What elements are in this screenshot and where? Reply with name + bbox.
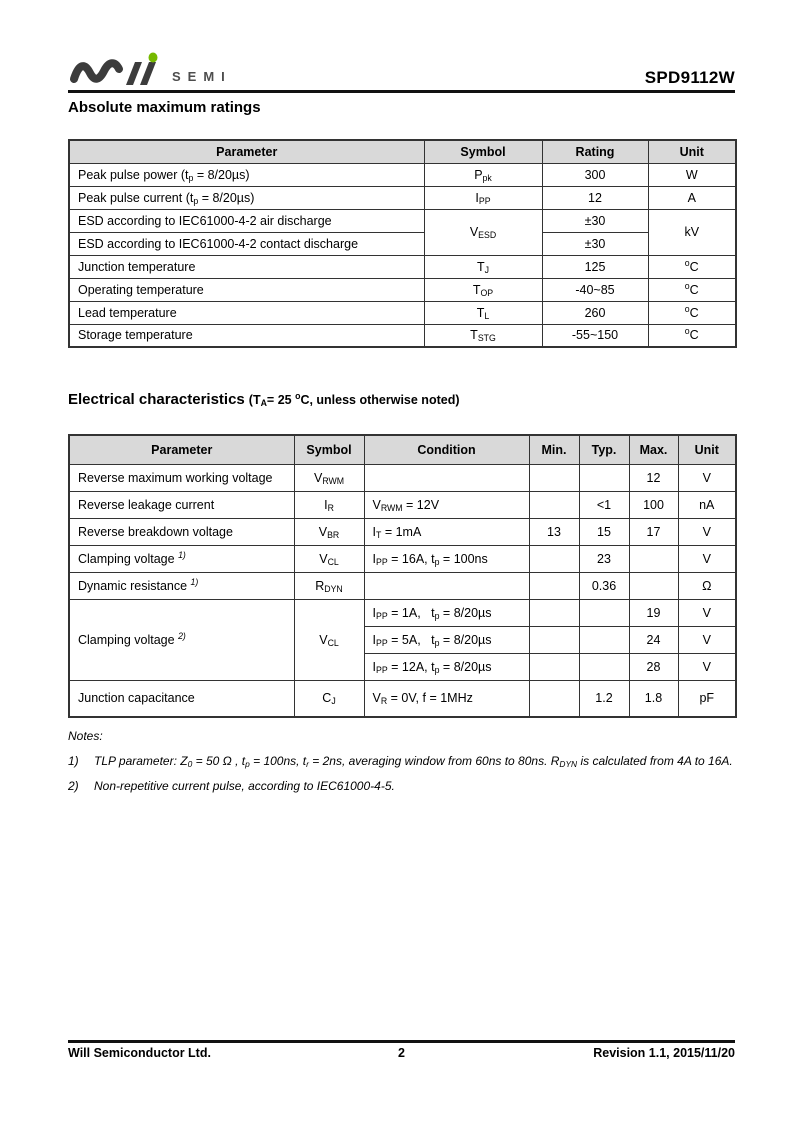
table-row — [69, 324, 736, 347]
logo-semi-text: SEMI — [172, 69, 232, 84]
electrical-characteristics-table — [68, 434, 737, 718]
cell-typ: <1 — [579, 491, 629, 518]
cell-parameter: Peak pulse power $(t_p = 8/20\mu s)$ — [69, 163, 424, 186]
cell-condition — [364, 572, 529, 599]
cell-unit: kV — [648, 209, 736, 255]
col-header-symbol: Symbol — [294, 435, 364, 464]
cell-rating: 300 — [542, 163, 648, 186]
electrical-characteristics-conditions: ($T_A= 25$ $^o$C, unless otherwise noted) — [248, 391, 460, 409]
cell-min — [529, 545, 579, 572]
col-header-condition: Condition — [364, 435, 529, 464]
cell-typ: 15 — [579, 518, 629, 545]
section-title-electrical-characteristics — [68, 391, 735, 408]
cell-min — [529, 464, 579, 491]
cell-parameter: Reverse leakage current — [69, 491, 294, 518]
note-item — [68, 749, 748, 774]
cell-symbol: $T_{OP}$ — [424, 278, 542, 301]
cell-unit: $^o$C — [648, 324, 736, 347]
cell-min — [529, 626, 579, 653]
page-footer — [68, 1046, 735, 1060]
cell-rating: 125 — [542, 255, 648, 278]
cell-condition: $I_{PP} = 1A$, $t_p = 8/20\mu s$ — [364, 599, 529, 626]
table-row — [69, 301, 736, 324]
cell-symbol: $V_{ESD}$ — [424, 209, 542, 255]
cell-typ — [579, 464, 629, 491]
cell-symbol: $I_R$ — [294, 491, 364, 518]
cell-parameter: Peak pulse current $(t_p = 8/20\mu s)$ — [69, 186, 424, 209]
cell-unit: V — [678, 464, 736, 491]
cell-max: 24 — [629, 626, 678, 653]
note-text: Non-repetitive current pulse, according to IEC61000-4-5. — [94, 779, 395, 793]
cell-rating: 12 — [542, 186, 648, 209]
cell-condition: $I_{PP} = 16A$, $t_p = 100ns$ — [364, 545, 529, 572]
cell-min — [529, 599, 579, 626]
part-number: SPD9112W — [644, 68, 735, 87]
cell-unit: V — [678, 518, 736, 545]
cell-parameter: Clamping voltage $^{1)}$ — [69, 545, 294, 572]
cell-unit: $^o$C — [648, 255, 736, 278]
cell-symbol: $R_{DYN}$ — [294, 572, 364, 599]
notes-label: Notes: — [68, 729, 103, 743]
note-text: TLP parameter: $Z_0 = 50$ Ω , $t_p = 100ns$, $t_r = 2ns$, averaging window from 60ns to 80ns. $R_{DYN}$ is calculated from 4A to 16A. — [94, 754, 733, 770]
cell-unit: A — [648, 186, 736, 209]
section-title-absolute-maximum-ratings: Absolute maximum ratings — [68, 99, 261, 116]
cell-parameter: Junction capacitance — [69, 680, 294, 717]
cell-max — [629, 572, 678, 599]
cell-parameter: Storage temperature — [69, 324, 424, 347]
cell-min: 13 — [529, 518, 579, 545]
cell-parameter: Operating temperature — [69, 278, 424, 301]
cell-typ: 23 — [579, 545, 629, 572]
cell-condition: $I_T = 1mA$ — [364, 518, 529, 545]
logo-green-dot-icon — [149, 53, 158, 63]
cell-rating: ±30 — [542, 209, 648, 232]
cell-rating: -55~150 — [542, 324, 648, 347]
page-header — [68, 48, 735, 88]
cell-condition: $V_{RWM} = 12V$ — [364, 491, 529, 518]
table-row — [69, 209, 736, 232]
cell-symbol: $V_{CL}$ — [294, 599, 364, 680]
cell-min — [529, 653, 579, 680]
cell-rating: -40~85 — [542, 278, 648, 301]
cell-symbol: $C_J$ — [294, 680, 364, 717]
cell-unit: V — [678, 545, 736, 572]
cell-unit: V — [678, 599, 736, 626]
absolute-maximum-ratings-table — [68, 139, 737, 348]
cell-condition: $I_{PP} = 5A$, $t_p = 8/20\mu s$ — [364, 626, 529, 653]
footer-company: Will Semiconductor Ltd. — [68, 1046, 211, 1060]
cell-max — [629, 545, 678, 572]
cell-typ — [579, 626, 629, 653]
table-row — [69, 680, 736, 717]
footer-page-number: 2 — [398, 1046, 405, 1060]
table-row — [69, 278, 736, 301]
cell-parameter: Junction temperature — [69, 255, 424, 278]
col-header-parameter: Parameter — [69, 140, 424, 163]
note-number: 1) — [68, 754, 79, 768]
col-header-symbol: Symbol — [424, 140, 542, 163]
cell-typ — [579, 653, 629, 680]
table-row — [69, 518, 736, 545]
cell-parameter: Dynamic resistance $^{1)}$ — [69, 572, 294, 599]
electrical-characteristics-title: Electrical characteristics — [68, 391, 245, 408]
col-header-parameter: Parameter — [69, 435, 294, 464]
col-header-unit: Unit — [648, 140, 736, 163]
cell-symbol: $T_J$ — [424, 255, 542, 278]
table-header-row — [69, 435, 736, 464]
cell-typ — [579, 599, 629, 626]
footer-rule — [68, 1040, 735, 1043]
cell-unit: Ω — [678, 572, 736, 599]
will-semi-logo — [68, 52, 232, 88]
note-item — [68, 774, 748, 799]
cell-max: 28 — [629, 653, 678, 680]
cell-parameter: Clamping voltage $^{2)}$ — [69, 599, 294, 680]
cell-min — [529, 491, 579, 518]
cell-unit: $^o$C — [648, 301, 736, 324]
cell-symbol: $V_{RWM}$ — [294, 464, 364, 491]
cell-min — [529, 680, 579, 717]
cell-max: 17 — [629, 518, 678, 545]
cell-unit: $^o$C — [648, 278, 736, 301]
table-row — [69, 186, 736, 209]
cell-parameter: ESD according to IEC61000-4-2 air discharge — [69, 209, 424, 232]
header-rule — [68, 90, 735, 93]
notes-section — [68, 724, 748, 799]
col-header-min: Min. — [529, 435, 579, 464]
cell-unit: pF — [678, 680, 736, 717]
cell-condition — [364, 464, 529, 491]
col-header-rating: Rating — [542, 140, 648, 163]
cell-rating: ±30 — [542, 232, 648, 255]
cell-symbol: $P_{pk}$ — [424, 163, 542, 186]
table-header-row — [69, 140, 736, 163]
table-row — [69, 491, 736, 518]
table-row — [69, 599, 736, 626]
cell-max: 100 — [629, 491, 678, 518]
cell-symbol: $V_{BR}$ — [294, 518, 364, 545]
cell-condition: $I_{PP} = 12A$, $t_p = 8/20\mu s$ — [364, 653, 529, 680]
cell-typ: 1.2 — [579, 680, 629, 717]
cell-symbol: $V_{CL}$ — [294, 545, 364, 572]
table-row — [69, 255, 736, 278]
table-row — [69, 232, 736, 255]
cell-max: 19 — [629, 599, 678, 626]
cell-parameter: Reverse breakdown voltage — [69, 518, 294, 545]
note-number: 2) — [68, 779, 79, 793]
table-row — [69, 464, 736, 491]
cell-symbol: $T_{STG}$ — [424, 324, 542, 347]
cell-condition: $V_R = 0V$, f = 1MHz — [364, 680, 529, 717]
cell-parameter: ESD according to IEC61000-4-2 contact discharge — [69, 232, 424, 255]
col-header-typ: Typ. — [579, 435, 629, 464]
will-logo-icon — [68, 52, 164, 88]
cell-symbol: $T_L$ — [424, 301, 542, 324]
cell-rating: 260 — [542, 301, 648, 324]
footer-revision: Revision 1.1, 2015/11/20 — [593, 1046, 735, 1060]
cell-parameter: Reverse maximum working voltage — [69, 464, 294, 491]
table-row — [69, 163, 736, 186]
col-header-max: Max. — [629, 435, 678, 464]
col-header-unit: Unit — [678, 435, 736, 464]
cell-min — [529, 572, 579, 599]
cell-unit: W — [648, 163, 736, 186]
cell-max: 1.8 — [629, 680, 678, 717]
cell-unit: V — [678, 626, 736, 653]
cell-unit: V — [678, 653, 736, 680]
cell-symbol: $I_{PP}$ — [424, 186, 542, 209]
cell-parameter: Lead temperature — [69, 301, 424, 324]
cell-typ: 0.36 — [579, 572, 629, 599]
cell-max: 12 — [629, 464, 678, 491]
cell-unit: nA — [678, 491, 736, 518]
table-row — [69, 545, 736, 572]
table-row — [69, 572, 736, 599]
